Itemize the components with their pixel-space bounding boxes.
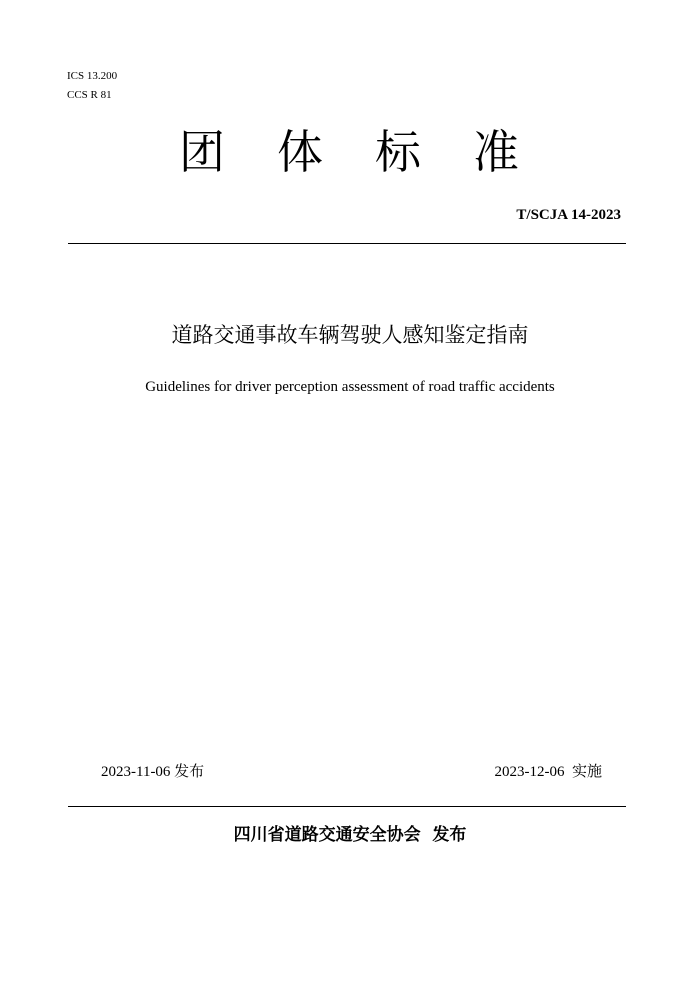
ccs-code: CCS R 81: [67, 89, 112, 101]
publisher: 四川省道路交通安全协会 发布: [233, 825, 467, 845]
top-divider: [68, 243, 626, 244]
issue-date: 2023-11-06 发布: [101, 764, 205, 780]
title-char-3: 标: [375, 125, 421, 179]
title-char-4: 准: [473, 125, 519, 179]
implementation-date: 2023-12-06 实施: [494, 764, 602, 780]
title-char-1: 团: [179, 125, 225, 179]
ics-code: ICS 13.200: [67, 70, 118, 82]
chinese-title: 道路交通事故车辆驾驶人感知鉴定指南: [171, 323, 529, 347]
title-char-2: 体: [277, 125, 323, 179]
bottom-divider: [68, 806, 626, 807]
standard-number: T/SCJA 14-2023: [516, 207, 621, 223]
document-type-title: [0, 124, 700, 184]
english-title: Guidelines for driver perception assessment of road traffic accidents: [145, 379, 555, 395]
